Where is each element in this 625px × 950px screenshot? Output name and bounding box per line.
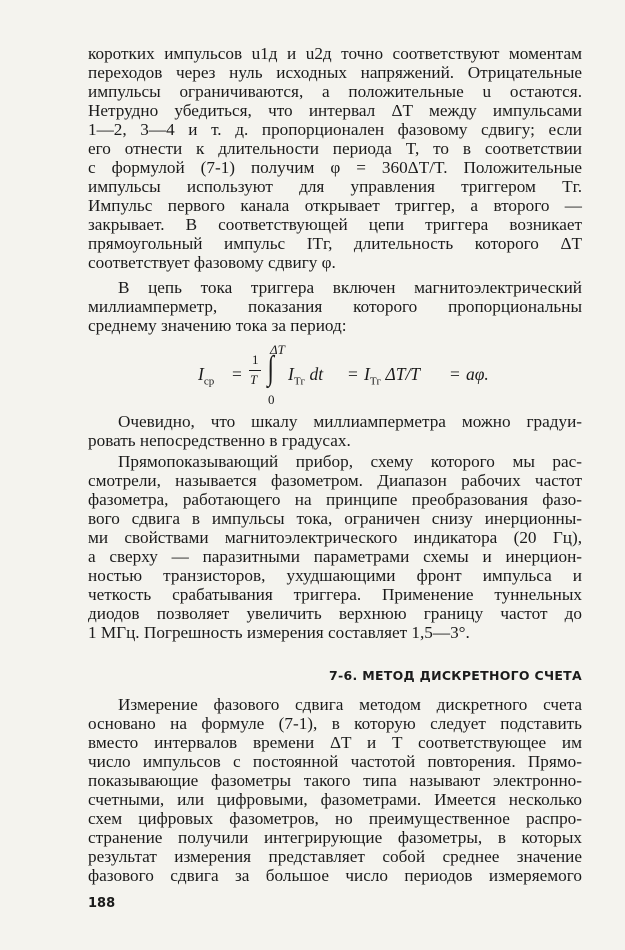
text-line: закрывает. В соответствующей цепи триггера возникает [88,215,582,234]
text-line: основано на формуле (7-1), в которую следует подставить [88,714,582,733]
text-line: импульсы ограничиваются, а положительные u остаются. [88,82,582,101]
text-line: переходов через нуль исходных напряжений. Отрицательные [88,63,582,82]
integrand: I [288,364,294,384]
formula-lhs: I [198,364,204,384]
formula-eq: = [450,364,460,384]
formula-rhs-current: I [364,364,370,384]
formula-rhs-ratio: ΔT/T [385,364,421,384]
text-line: фазового сдвига за большое число периодов измеряемого [88,866,582,885]
text-line: смотрели, называется фазометром. Диапазон рабочих частот [88,471,582,490]
text-line: В цепь тока триггера включен магнитоэлектрический [118,278,582,297]
text-line: коротких импульсов u1д и u2д точно соответствуют моментам [88,44,582,63]
text-line: а сверху — паразитными параметрами схемы и инерцион- [88,547,582,566]
text-line: число импульсов с постоянной частотой повторения. Прямо- [88,752,582,771]
text-line: вого сдвига в импульсы тока, ограничен снизу инерционны- [88,509,582,528]
text-line: ровать непосредственно в градусах. [88,431,351,450]
text-line: странение получили интегрирующие фазометры, в которых [88,828,582,847]
text-line: 1 МГц. Погрешность измерения составляет 1,5—3°. [88,623,470,642]
text-line: показывающие фазометры такого типа называют электронно- [88,771,582,790]
text-line: результат измерения представляет собой среднее значение [88,847,582,866]
text-line: четкость срабатывания триггера. Применение туннельных [88,585,582,604]
text-line: схем цифровых фазометров, но преимущественное распро- [88,809,582,828]
formula-eq: = [348,364,358,384]
text-line: среднему значению тока за период: [88,316,347,335]
text-line: ми свойствами магнитоэлектрического индикатора (20 Гц), [88,528,582,547]
integral-lower-limit: 0 [268,392,275,407]
formula-lhs-sub: ср [203,375,215,388]
fraction-numerator: 1 [252,352,259,367]
text-line: счетными, или цифровыми, фазометрами. Имеется несколько [88,790,582,809]
text-line: фазометра, работающего на принципе преобразования фазо- [88,490,582,509]
text-line: с формулой (7-1) получим φ = 360ΔT/T. Положительные [88,158,582,177]
integral-formula [198,342,498,414]
text-line: импульсы используют для управления триггером Тг. [88,177,582,196]
formula-dt: dt [309,364,324,384]
formula-eq: = [232,364,242,384]
text-line: Очевидно, что шкалу миллиамперметра можно градуи- [118,412,582,431]
text-line: Прямопоказывающий прибор, схему которого мы рас- [118,452,582,471]
page-number: 188 [88,896,116,911]
text-line: его отнести к длительности периода T, то в соответствии [88,139,582,158]
text-line: 1—2, 3—4 и т. д. пропорционален фазовому сдвигу; если [88,120,582,139]
integral-sign: ∫ [267,350,274,387]
text-line: Нетрудно убедиться, что интервал ΔT между импульсами [88,101,582,120]
text-line: Импульс первого канала открывает триггер, а второго — [88,196,582,215]
fraction-denominator: T [250,372,258,387]
text-line: миллиамперметр, показания которого пропорциональны [88,297,582,316]
integrand-sub: Тг [293,375,306,388]
formula-rhs-result: aφ. [466,364,489,384]
text-line: вместо интервалов времени ΔT и T соответствующее им [88,733,582,752]
text-line: ностью транзисторов, ухудшающими фронт импульса и [88,566,582,585]
text-line: диодов позволяет увеличить верхнюю границу частот до [88,604,582,623]
text-line: прямоугольный импульс IТг, длительность которого ΔT [88,234,582,253]
formula-rhs-sub: Тг [369,375,382,388]
text-line: Измерение фазового сдвига методом дискретного счета [118,695,582,714]
fraction-bar [249,370,261,371]
integral-upper-limit: ΔT [270,342,285,357]
section-heading: 7-6. МЕТОД ДИСКРЕТНОГО СЧЕТА [329,668,582,683]
text-line: соответствует фазовому сдвигу φ. [88,253,336,272]
